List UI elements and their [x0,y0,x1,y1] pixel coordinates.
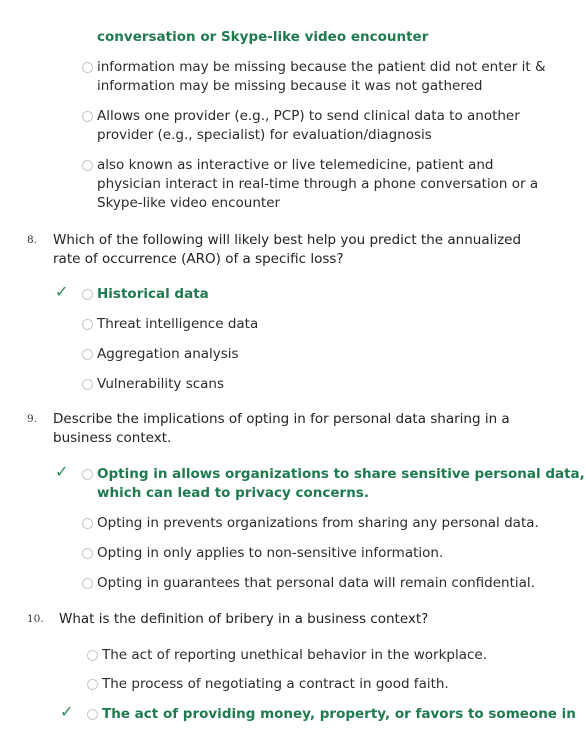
radio-button[interactable] [82,319,93,330]
option-text: Threat intelligence data [97,316,259,332]
correct-option-text: Opting in allows organizations to share sensitive personal data, [97,466,585,482]
radio-button[interactable] [87,650,98,661]
question-number: 8. [27,234,38,246]
correct-option-text: The act of providing money, property, or favors to someone in [102,706,576,722]
radio-button[interactable] [87,679,98,690]
question-text: Which of the following will likely best help you predict the annualized [53,232,522,248]
option-text: The process of negotiating a contract in good faith. [102,676,449,692]
question-text: business context. [53,430,172,446]
radio-button[interactable] [82,62,93,73]
radio-button[interactable] [87,709,98,720]
option-text: Opting in guarantees that personal data will remain confidential. [97,575,535,591]
option-text: The act of reporting unethical behavior in the workplace. [102,647,488,663]
correct-option-text: Historical data [97,286,209,302]
option-text: also known as interactive or live telemedicine, patient and [97,157,494,173]
option-text: Allows one provider (e.g., PCP) to send clinical data to another [97,108,520,124]
radio-button[interactable] [82,111,93,122]
correct-check-icon: ✓ [60,704,74,721]
radio-button[interactable] [82,469,93,480]
option-text: Skype-like video encounter [97,195,281,211]
radio-button[interactable] [82,518,93,529]
option-text: Aggregation analysis [97,346,239,362]
radio-button[interactable] [82,379,93,390]
correct-option-text: which can lead to privacy concerns. [97,485,369,501]
question-text: Describe the implications of opting in for personal data sharing in a [53,411,510,427]
question-text: What is the definition of bribery in a business context? [59,611,429,627]
option-text: information may be missing because the patient did not enter it & [97,59,546,75]
option-text: provider (e.g., specialist) for evaluation/diagnosis [97,127,432,143]
prev-correct-answer-tail: conversation or Skype-like video encounter [97,29,429,45]
correct-check-icon: ✓ [55,464,69,481]
question-number: 9. [27,413,38,425]
question-text: rate of occurrence (ARO) of a specific loss? [53,251,344,267]
radio-button[interactable] [82,160,93,171]
option-text: physician interact in real-time through a phone conversation or a [97,176,539,192]
option-text: Vulnerability scans [97,376,225,392]
radio-button[interactable] [82,548,93,559]
correct-check-icon: ✓ [55,284,69,301]
option-text: Opting in only applies to non-sensitive information. [97,545,444,561]
option-text: Opting in prevents organizations from sharing any personal data. [97,515,539,531]
radio-button[interactable] [82,289,93,300]
radio-button[interactable] [82,578,93,589]
option-text: information may be missing because it was not gathered [97,78,483,94]
radio-button[interactable] [82,349,93,360]
question-number: 10. [27,613,44,625]
